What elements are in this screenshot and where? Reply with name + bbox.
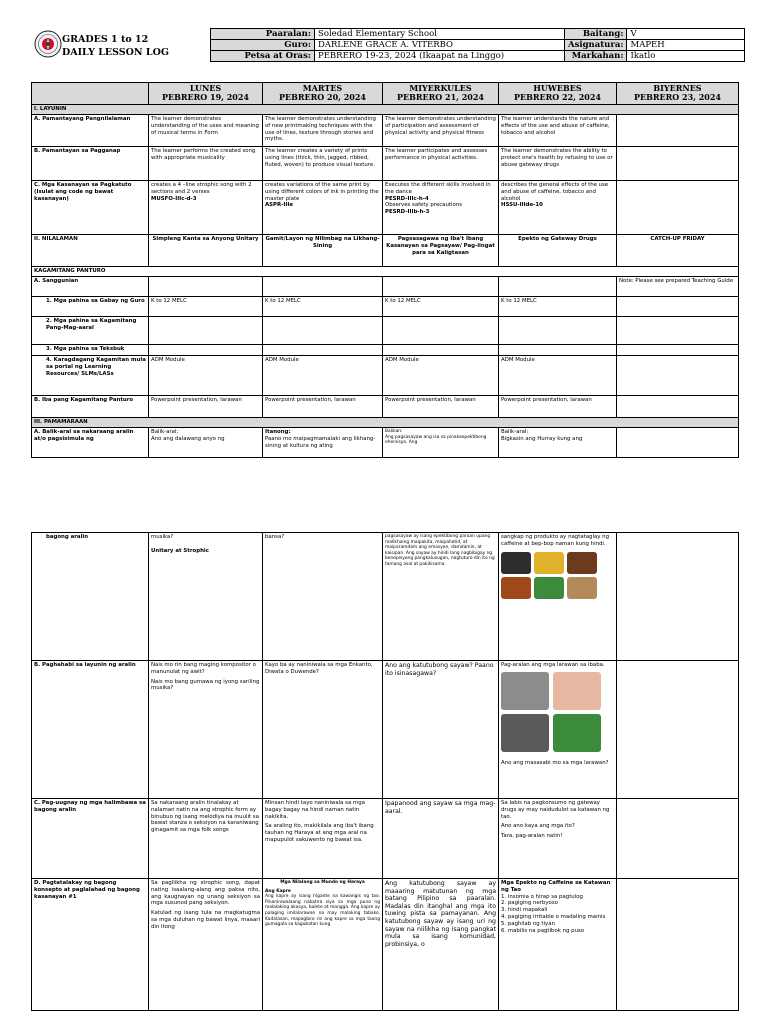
cell-monday: musika? Unitary at Strophic [149,533,263,661]
subject-value: MAPEH [627,40,745,51]
school-value: Soledad Elementary School [315,29,565,40]
cell-wednesday: K to 12 MELC [383,297,499,317]
cell-friday [617,356,739,396]
cell-thursday: Powerpoint presentation, larawan [499,396,617,418]
cell-tuesday: ADM Module [263,356,383,396]
page-2 [0,530,768,1024]
effect-images [501,672,614,752]
cell-wednesday: Powerpoint presentation, larawan [383,396,499,418]
cell-monday [149,277,263,297]
cell-friday [617,115,739,147]
row-label: B. Pamantayan sa Pagganap [32,147,149,181]
cell-monday: Simpleng Kanta sa Anyong Unitary [149,235,263,267]
row-label: D. Pagtatalakay ng bagong konsepto at paglalahad ng bagong kasanayan #1 [32,879,149,1011]
cola-drink-image [501,552,531,574]
row-label: C. Pag-uugnay ng mga halimbawa sa bagong aralin [32,799,149,879]
cell-thursday: ADM Module [499,356,617,396]
lesson-table-page2 [31,532,739,1011]
row-karagdagang [32,356,739,396]
teacher-label: Guro: [211,40,315,51]
cell-monday: K to 12 MELC [149,297,263,317]
cell-thursday: Sa labis na pagkonsumo ng gateway drugs ay may naidudulot sa katawan ng tao. Ano ano kaya ang mga ito? Tara, pag-aralan natin! [499,799,617,879]
cell-monday: The learner demonstrates understanding of the uses and meaning of musical terms in Form [149,115,263,147]
section-pamamaraan [32,418,739,428]
cell-tuesday: The learner demonstrates understanding of new printmaking techniques with the use of lines, texture through stories and myths. [263,115,383,147]
row-label: A. Sanggunian [32,277,149,297]
cell-wednesday: Ipapanood ang sayaw sa mga mag-aaral. [383,799,499,879]
cell-thursday: The learner demonstrates the ability to protect one's health by refusing to use or abuse gateway drugs [499,147,617,181]
cell-tuesday: Minsan hindi tayo naniniwala sa mga bagay bagay na hindi naman natin nakikita. Sa araling ito, makikilala ang iba't ibang tauhan ng Haraya at ang mga aral na mapupulot sakuwento ng bawat isa. [263,799,383,879]
day-tuesday: MARTES PEBRERO 20, 2024 [263,83,383,105]
cell-wednesday: Ang katutubong sayaw ay maaaring matutunan ng mga batang Pilipino sa paaralan. Madalas din itanghal ang mga ito tuwing pista sa pamayanan. Ang katutubong sayaw ay isang uri ng sayaw na niilikha ng isang pangkat mula sa isang komunidad, probinsiya, o [383,879,499,1011]
teacher-value: DARLENE GRACE A. VITERBO [315,40,565,51]
cell-thursday: Epekto ng Gateway Drugs [499,235,617,267]
grade-label: Baitang: [565,29,627,40]
cell-thursday: Pag-aralan ang mga larawan sa ibaba. Ano ang masasabi mo sa mga larawan? [499,661,617,799]
row-sanggunian [32,277,739,297]
date-label: Petsa at Oras: [211,51,315,62]
cell-tuesday [263,277,383,297]
row-label: A. Pamantayang Pangnilalaman [32,115,149,147]
page-1 [0,0,768,500]
row-label: bagong aralin [32,533,149,661]
cell-friday [617,533,739,661]
quarter-value: Ikatlo [627,51,745,62]
info-table [210,28,745,62]
grade-value: V [627,29,745,40]
soft-drinks-image [534,577,564,599]
section-kagamitan [32,267,739,277]
cell-monday: Nais mo rin bang maging kompositor o manunulat ng awit? Nais mo bang gumawa ng iyong sariling musika? [149,661,263,799]
cell-wednesday: The learner demonstrates understanding of participation and assessment of physical activity and physical fitness [383,115,499,147]
section-heading: KAGAMITANG PANTURO [32,267,739,277]
restless-child-image [501,672,549,710]
headache-child-image [553,672,601,710]
cell-tuesday: K to 12 MELC [263,297,383,317]
dll-title [62,33,169,59]
peanuts-image [567,577,597,599]
coffee-image [501,577,531,599]
row-paghahabi [32,661,739,799]
cell-thursday: K to 12 MELC [499,297,617,317]
row-label: B. Iba pang Kagamitang Panturo [32,396,149,418]
row-label: C. Mga Kasanayan sa Pagkatuto (Isulat ang code ng bawat kasanayan) [32,181,149,235]
cell-friday [617,799,739,879]
sad-child-image [501,714,549,752]
cell-wednesday: Pagsasagawa ng Iba't Ibang Kasanayan sa Pagsayaw/ Pag-iingat para sa Kaligtasan [383,235,499,267]
cell-tuesday: Gamit/Layon ng Nilimbag na Likhang-Sining [263,235,383,267]
cell-monday: Sa nakaraang aralin tinalakay at nalaman natin na ang strophic form ay binubuo ng isang melodiya na inuulit sa bawat stanza o seksiyon na karaniwang ginagamit sa mga folk songs [149,799,263,879]
cell-wednesday: The learner participates and assesses performance in physical activities. [383,147,499,181]
row-pag-uugnay [32,799,739,879]
row-kagamitang-mag-aaral [32,317,739,345]
row-label: A. Balik-aral sa nakaraang aralin at/o pagsisimula ng [32,428,149,458]
date-value: PEBRERO 19-23, 2024 (Ikaapat na Linggo) [315,51,565,62]
cell-tuesday: Mga Nilalang sa Mundo ng Haraya Ang Kapre Ang kapre ay isang higante na kawangis ng tao. Pinaniniwalaang nakatira siya sa mga puno ng malalaking akasya, balete at mangga. Ang kapre ay palaging imilalarawan na may malaking tabako. Kadalasan, mapagbiro rin ang kapre sa mga taong gumagala sa kagubatan kung [263,879,383,1011]
drinking-bottles-image [553,714,601,752]
cell-friday: CATCH-UP FRIDAY [617,235,739,267]
chocolate-image [567,552,597,574]
day-header-row [32,83,739,105]
cell-tuesday: creates variations of the same print by using different colors of ink in printing the master plate ASPR-IIIe [263,181,383,235]
cell-tuesday: Kayo ba ay naniniwala sa mga Enkanto, Diwata o Duwende? [263,661,383,799]
cell-thursday: describes the general effects of the use and abuse of caffeine, tobacco and alcohol HSSU-IIIde-10 [499,181,617,235]
cell-friday [617,181,739,235]
quarter-label: Markahan: [565,51,627,62]
cell-monday: The learner performs the created song with appropriate musicality [149,147,263,181]
cell-friday [617,879,739,1011]
cell-wednesday: Balikan: Ang pagsasayaw ang isa sa pinakaepektibong ehersisyo. Ang [383,428,499,458]
day-thursday: HUWEBES PEBRERO 22, 2024 [499,83,617,105]
cell-thursday: Balik-aral: Bigkasin ang Hurray kung ang [499,428,617,458]
product-images [501,552,614,599]
row-iba-pang [32,396,739,418]
title-dll: DAILY LESSON LOG [62,47,169,58]
cell-wednesday: pagsasayaw ay isang epektibong paraan upang malikhaing maipakita, maipahatid, at maiparamdam ang emosyon, damdamin, at kaisipan. Ang sayaw ay hindi lang nagbibigay ng benepisyong pangkalusugan, nagtuturo din ito ng tamang asal at pakikisama. [383,533,499,661]
row-pamantayang-pangnilalaman [32,115,739,147]
cell-monday: creates a 4 –line strophic song with 2 sections and 2 verses MUSFO-IIIc-d-3 [149,181,263,235]
cell-friday [617,661,739,799]
cell-friday [617,428,739,458]
cell-friday-note: Note: Please see prepared Teaching Guide [617,277,739,297]
cell-monday: Balik-aral; Ano ang dalawang anyo ng [149,428,263,458]
cell-tuesday: The learner creates a variety of prints using lines (thick, thin, jagged, ribbed, fluted, woven) to produce visual texture. [263,147,383,181]
title-grades: GRADES 1 to 12 [62,34,149,45]
row-gabay-guro [32,297,739,317]
row-label: 1. Mga pahina sa Gabay ng Guro [32,297,149,317]
banana-chips-image [534,552,564,574]
cell-friday [617,297,739,317]
cell-tuesday: bansa? [263,533,383,661]
cell-monday: Sa pagliikha ng strophic song, dapat nating isaalang-alang ang paksa nito, ang kaugnayan ng unang seksiyon sa mga susunod pang seksiyon. Katulad ng isang tula na magkatugma sa mga duluhan ng bawat linya, maaari din itong [149,879,263,1011]
row-label: 3. Mga pahina sa Teksbuk [32,345,149,356]
cell-thursday [499,277,617,297]
cell-wednesday: Executes the different skills involved in the dance PESRD-IIIc-h-4 Observes safety precautions PESRD-IIIb-h-3 [383,181,499,235]
lesson-table-page1 [31,82,739,458]
school-label: Paaralan: [211,29,315,40]
cell-thursday: The learner understands the nature and effects of the use and abuse of caffeine, tobacco and alcohol [499,115,617,147]
row-balik-aral [32,428,739,458]
day-wednesday: MIYERKULES PEBRERO 21, 2024 [383,83,499,105]
row-nilalaman [32,235,739,267]
row-kasanayan [32,181,739,235]
day-monday: LUNES PEBRERO 19, 2024 [149,83,263,105]
row-balik-aral-cont [32,533,739,661]
cell-wednesday: Ano ang katutubong sayaw? Paano ito isinasagawa? [383,661,499,799]
deped-seal-icon [34,30,62,58]
cell-tuesday: Powerpoint presentation, larawan [263,396,383,418]
cell-friday [617,147,739,181]
day-friday: BIYERNES PEBRERO 23, 2024 [617,83,739,105]
cell-tuesday: Itanong: Paano mo maipagmamalaki ang likhang-sining at kultura ng ating [263,428,383,458]
row-pagtatalakay [32,879,739,1011]
cell-friday [617,396,739,418]
cell-wednesday [383,277,499,297]
row-teksbuk [32,345,739,356]
subject-label: Asignatura: [565,40,627,51]
section-heading: I. LAYUNIN [32,105,739,115]
cell-monday: Powerpoint presentation, larawan [149,396,263,418]
row-pamantayan-pagganap [32,147,739,181]
row-label: II. NILALAMAN [32,235,149,267]
row-label: 4. Karagdagang Kagamitan mula sa portal ng Learning Resources/ SLMs/LASs [32,356,149,396]
cell-thursday: Mga Epekto ng Caffeine sa Katawan ng Tao 1. insomia o hirap sa pagtulog 2. pagiging nerbyoso 3. hindi mapakali 4. pagiging irritable o madaling mainis 5. paghilab ng tiyan 6. mabilis na pagtibok ng puso [499,879,617,1011]
row-label: B. Paghahabi sa layunin ng aralin [32,661,149,799]
section-layunin [32,105,739,115]
cell-wednesday: ADM Module [383,356,499,396]
row-label: 2. Mga pahina sa Kagamitang Pang-Mag-aaral [32,317,149,345]
section-heading: III. PAMAMARAAN [32,418,739,428]
cell-monday: ADM Module [149,356,263,396]
cell-thursday: sangkap ng produkto ay nagtataglay ng caffeine at bep-bop naman kung hindi. [499,533,617,661]
